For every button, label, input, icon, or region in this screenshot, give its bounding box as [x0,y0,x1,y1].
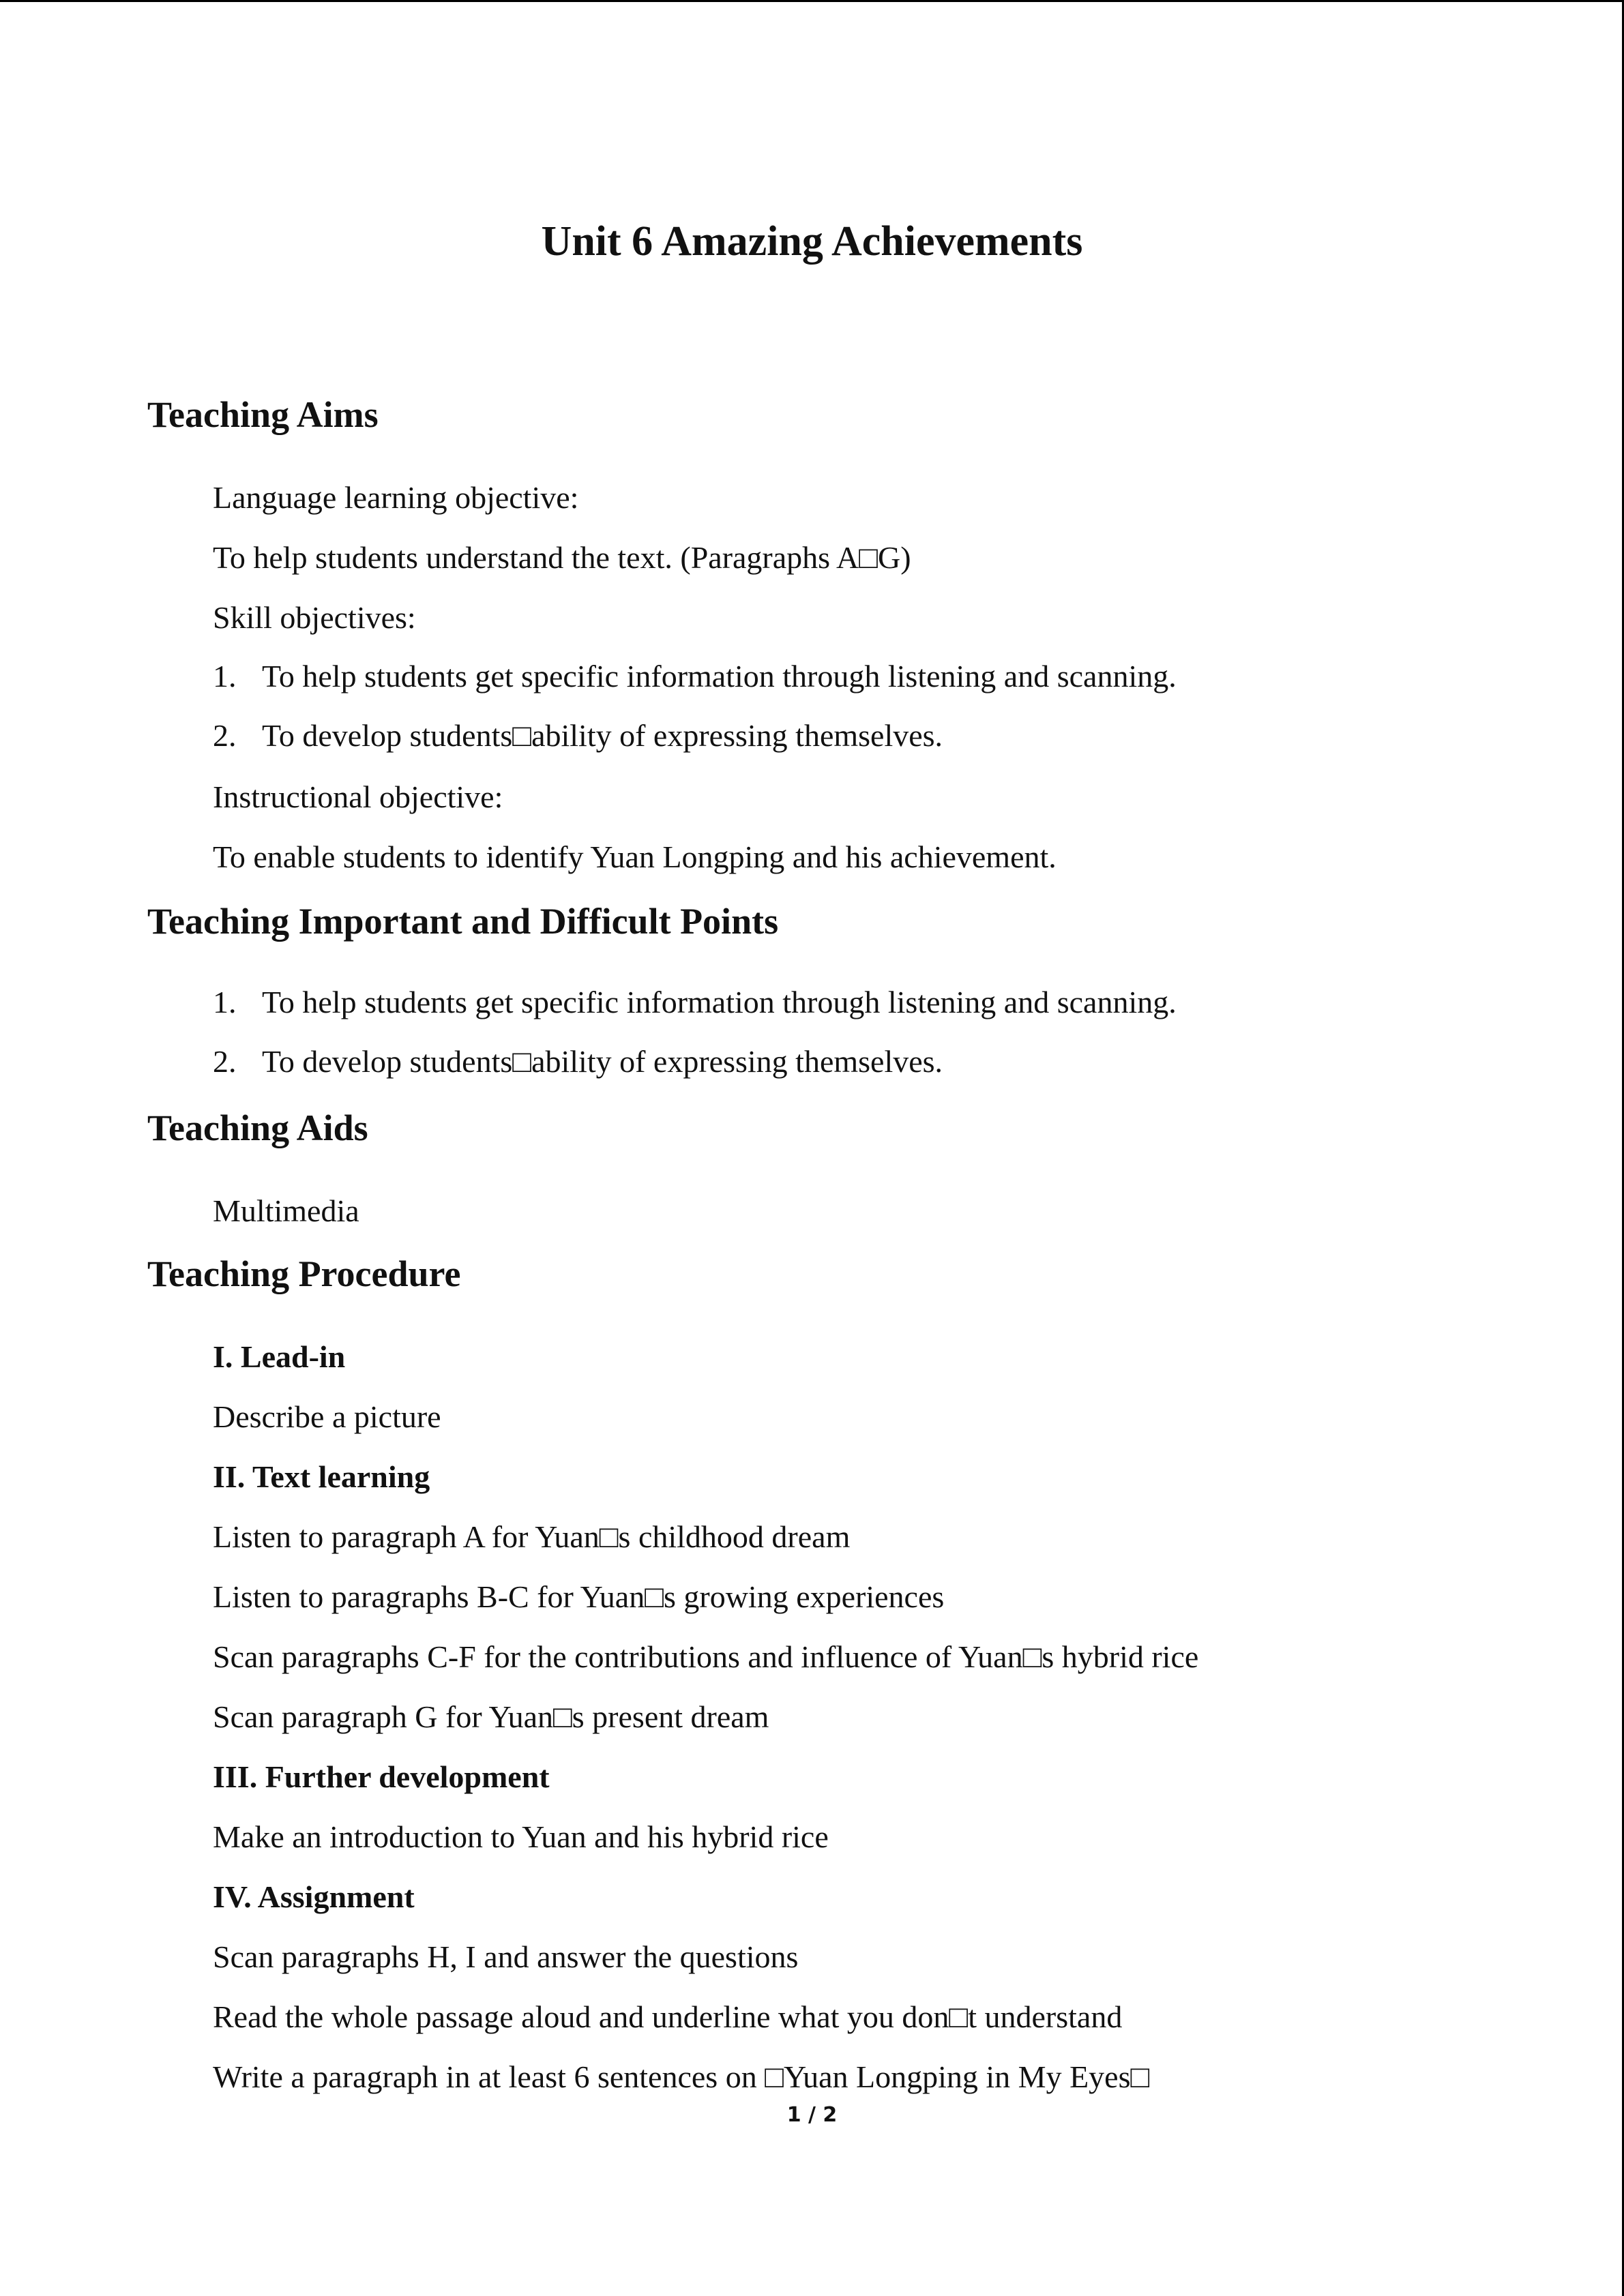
section-further-development-heading: III. Further development [213,1759,550,1794]
section-lead-in-heading: I. Lead-in [213,1339,346,1374]
skill-item-1-number: 1. [213,659,237,694]
section-assignment-heading: IV. Assignment [213,1879,415,1914]
important-item-2-number: 2. [213,1044,237,1079]
section-text-learning-heading: II. Text learning [213,1459,430,1494]
important-item-2-text: To develop students□ability of expressing themselves. [262,1044,943,1079]
skill-item-1-text: To help students get specific information through listening and scanning. [262,659,1177,694]
important-item-1-text: To help students get specific information through listening and scanning. [262,985,1177,1019]
further-development-line-1: Make an introduction to Yuan and his hybrid rice [213,1819,829,1854]
lead-in-line-1: Describe a picture [213,1399,441,1434]
text-learning-line-3: Scan paragraphs C-F for the contributions and influence of Yuan□s hybrid rice [213,1639,1199,1674]
heading-teaching-aids: Teaching Aids [147,1107,368,1148]
instructional-objective-label: Instructional objective: [213,779,503,814]
skill-item-1 [213,656,1177,697]
teaching-aids-text: Multimedia [213,1193,359,1228]
document-title: Unit 6 Amazing Achievements [541,218,1083,265]
instructional-objective-text: To enable students to identify Yuan Longping and his achievement. [213,839,1057,874]
heading-teaching-aims: Teaching Aims [147,394,379,435]
assignment-line-1: Scan paragraphs H, I and answer the questions [213,1939,799,1974]
text-learning-line-2: Listen to paragraphs B-C for Yuan□s growing experiences [213,1579,945,1614]
page-border-top [0,0,1624,2]
important-item-2 [213,1041,943,1082]
assignment-line-2: Read the whole passage aloud and underline what you don□t understand [213,1999,1123,2034]
skill-item-2 [213,715,943,756]
language-objective-text: To help students understand the text. (Paragraphs A□G) [213,540,911,575]
skill-item-2-number: 2. [213,718,237,753]
language-objective-label: Language learning objective: [213,480,579,515]
text-learning-line-4: Scan paragraph G for Yuan□s present dream [213,1699,769,1734]
heading-important-points: Teaching Important and Difficult Points [147,901,779,942]
text-learning-line-1: Listen to paragraph A for Yuan□s childhood dream [213,1519,851,1554]
page-number: 1 / 2 [786,2103,838,2127]
important-item-1-number: 1. [213,985,237,1019]
skill-objectives-label: Skill objectives: [213,600,416,635]
skill-item-2-text: To develop students□ability of expressing themselves. [262,718,943,753]
important-item-1 [213,982,1177,1023]
assignment-line-3: Write a paragraph in at least 6 sentences on □Yuan Longping in My Eyes□ [213,2059,1150,2094]
heading-teaching-procedure: Teaching Procedure [147,1253,461,1294]
